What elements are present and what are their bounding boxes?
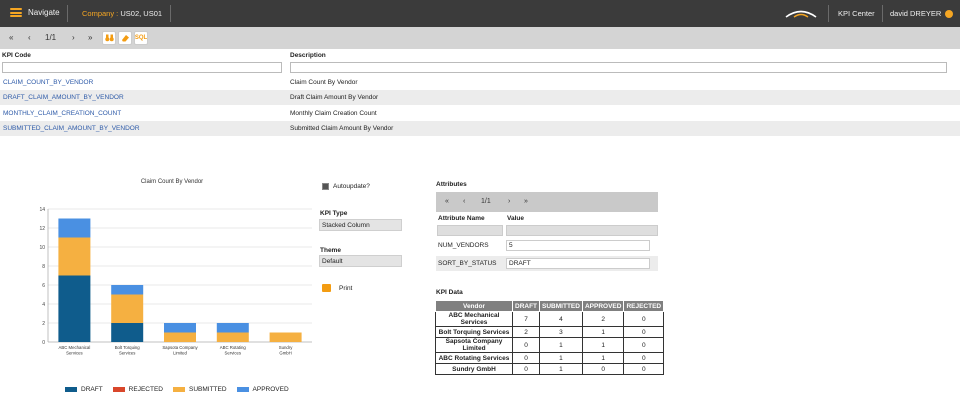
bar-segment-submitted [217,333,249,343]
kpi-description: Claim Count By Vendor [290,79,358,86]
legend-item-submitted[interactable] [173,386,227,393]
table-row [436,364,664,375]
brand-logo-icon [785,8,817,19]
attribute-row[interactable] [436,256,658,271]
value-cell: 0 [624,312,664,327]
user-gear-icon [945,10,953,18]
eraser-icon[interactable] [118,31,132,45]
table-row [436,353,664,364]
description-filter-input[interactable] [290,62,947,73]
vendor-cell: Bolt Torquing Services [436,327,513,338]
stacked-column-chart [30,195,315,365]
kpi-description: Monthly Claim Creation Count [290,110,377,117]
value-cell: 0 [513,338,540,353]
column-header-description: Description [290,52,326,59]
column-header: APPROVED [582,301,623,312]
x-tick-label: Services [118,350,136,356]
theme-label: Theme [320,247,341,254]
column-header: SUBMITTED [540,301,583,312]
column-header: Vendor [436,301,513,312]
x-tick-label: Sundry [278,345,293,350]
user-name: david DREYER [890,9,942,18]
next-page-button[interactable]: › [508,198,511,205]
next-page-button[interactable]: › [72,33,75,42]
prev-page-button[interactable]: ‹ [28,33,31,42]
value-cell: 1 [582,338,623,353]
divider [67,5,68,22]
list-toolbar [0,27,960,49]
company-label: Company : [82,9,119,18]
print-label: Print [339,284,353,292]
attribute-name: SORT_BY_STATUS [438,260,497,267]
bar-segment-submitted [164,333,196,343]
x-tick-label: Services [66,350,83,356]
value-cell: 1 [540,364,583,375]
value-cell: 3 [540,327,583,338]
user-menu[interactable] [890,9,953,18]
value-cell: 0 [582,364,623,375]
kpi-code-link[interactable]: SUBMITTED_CLAIM_AMOUNT_BY_VENDOR [3,125,140,132]
y-tick-label: 8 [42,263,45,270]
kpi-code-link[interactable]: MONTHLY_CLAIM_CREATION_COUNT [3,110,122,117]
attributes-title: Attributes [436,181,467,188]
printer-icon [322,284,331,292]
x-tick-label: Limited [173,350,187,356]
table-header-row [436,301,664,312]
autoupdate-label: Autoupdate? [333,183,370,190]
attribute-value-input[interactable]: 5 [506,240,650,251]
legend-label: APPROVED [252,386,289,393]
kpi-code-link[interactable]: CLAIM_COUNT_BY_VENDOR [3,79,94,86]
y-tick-label: 10 [39,244,45,251]
value-cell: 0 [624,364,664,375]
first-page-button[interactable]: « [9,33,14,42]
page-indicator: 1/1 [481,198,491,205]
vendor-cell: ABC Mechanical Services [436,312,513,327]
divider [170,5,171,22]
print-button[interactable] [322,284,352,292]
autoupdate-checkbox[interactable] [322,183,370,190]
value-cell: 0 [513,364,540,375]
x-tick-label: Services [224,350,242,356]
kpi-center-link[interactable]: KPI Center [838,9,875,18]
prev-page-button[interactable]: ‹ [463,198,466,205]
chart-legend [65,386,289,393]
attribute-row[interactable] [436,238,658,253]
table-row[interactable] [0,75,960,90]
y-tick-label: 12 [39,225,45,232]
divider [882,5,883,22]
page-indicator: 1/1 [45,33,57,42]
legend-swatch [113,387,125,392]
column-header: REJECTED [624,301,664,312]
kpi-data-table [435,300,664,375]
x-tick-label: Sapsota Company [162,345,198,350]
legend-swatch [65,387,77,392]
bar-segment-draft [111,323,143,342]
vendor-cell: Sapsota Company Limited [436,338,513,353]
value-cell: 1 [582,353,623,364]
y-tick-label: 0 [42,339,45,346]
divider [828,5,829,22]
first-page-button[interactable]: « [445,198,449,205]
legend-label: REJECTED [128,386,163,393]
navigate-label: Navigate [28,8,60,17]
theme-field[interactable]: Default [319,255,402,267]
legend-swatch [237,387,249,392]
value-cell: 2 [582,312,623,327]
bar-segment-submitted [111,295,143,324]
binoculars-icon[interactable] [102,31,116,45]
vendor-cell: Sundry GmbH [436,364,513,375]
bar-segment-submitted [270,333,302,343]
table-row[interactable] [0,121,960,136]
attribute-value-input[interactable]: DRAFT [506,258,650,269]
table-row[interactable] [0,106,960,121]
kpi-description: Submitted Claim Amount By Vendor [290,125,394,132]
checkbox-icon[interactable] [322,183,329,190]
table-row [436,327,664,338]
value-cell: 2 [513,327,540,338]
y-tick-label: 4 [42,301,45,308]
x-tick-label: ABC Mechanical [58,345,91,350]
kpi-data-title: KPI Data [436,289,463,296]
value-cell: 0 [624,353,664,364]
value-cell: 1 [582,327,623,338]
bar-segment-approved [58,219,90,238]
attribute-name: NUM_VENDORS [438,242,489,249]
legend-item-rejected[interactable] [113,386,163,393]
chart-title: Claim Count By Vendor [140,179,204,185]
bar-segment-approved [164,323,196,333]
legend-label: SUBMITTED [188,386,227,393]
attributes-toolbar [436,192,658,212]
value-cell: 7 [513,312,540,327]
value-cell: 1 [540,353,583,364]
x-tick-label: Bolt Torquing [114,345,140,350]
legend-swatch [173,387,185,392]
legend-label: DRAFT [81,386,103,393]
vendor-cell: ABC Rotating Services [436,353,513,364]
legend-item-approved[interactable] [237,386,289,393]
last-page-button[interactable]: » [524,198,528,205]
navigate-button[interactable] [10,8,60,17]
x-tick-label: ABC Rotating [219,345,246,350]
column-header-kpi-code: KPI Code [2,52,31,59]
table-row [436,338,664,353]
table-row[interactable] [0,90,960,105]
kpi-type-label: KPI Type [320,210,348,217]
value-cell: 0 [624,327,664,338]
hamburger-icon [10,8,22,17]
kpi-code-link[interactable]: DRAFT_CLAIM_AMOUNT_BY_VENDOR [3,94,124,101]
kpi-code-filter-input[interactable] [2,62,282,73]
column-header: DRAFT [513,301,540,312]
bar-segment-submitted [58,238,90,276]
y-tick-label: 2 [42,320,45,327]
y-tick-label: 6 [42,282,45,289]
sql-button[interactable]: SQL [134,31,148,45]
kpi-description: Draft Claim Amount By Vendor [290,94,379,101]
table-row [436,312,664,327]
y-tick-label: 14 [39,206,45,213]
value-cell: 4 [540,312,583,327]
company-value: US02, US01 [120,9,163,18]
kpi-type-field[interactable]: Stacked Column [319,219,402,231]
value-cell: 0 [513,353,540,364]
legend-item-draft[interactable] [65,386,103,393]
attribute-name-filter[interactable] [437,225,503,236]
bar-segment-draft [58,276,90,343]
attribute-value-header: Value [507,215,524,222]
last-page-button[interactable]: » [88,33,93,42]
x-tick-label: GmbH [279,350,292,356]
company-selector[interactable] [82,9,162,18]
attribute-value-filter[interactable] [506,225,658,236]
bar-segment-approved [217,323,249,333]
attribute-name-header: Attribute Name [438,215,485,222]
value-cell: 1 [540,338,583,353]
top-bar [0,0,960,27]
value-cell: 0 [624,338,664,353]
bar-segment-approved [111,285,143,295]
